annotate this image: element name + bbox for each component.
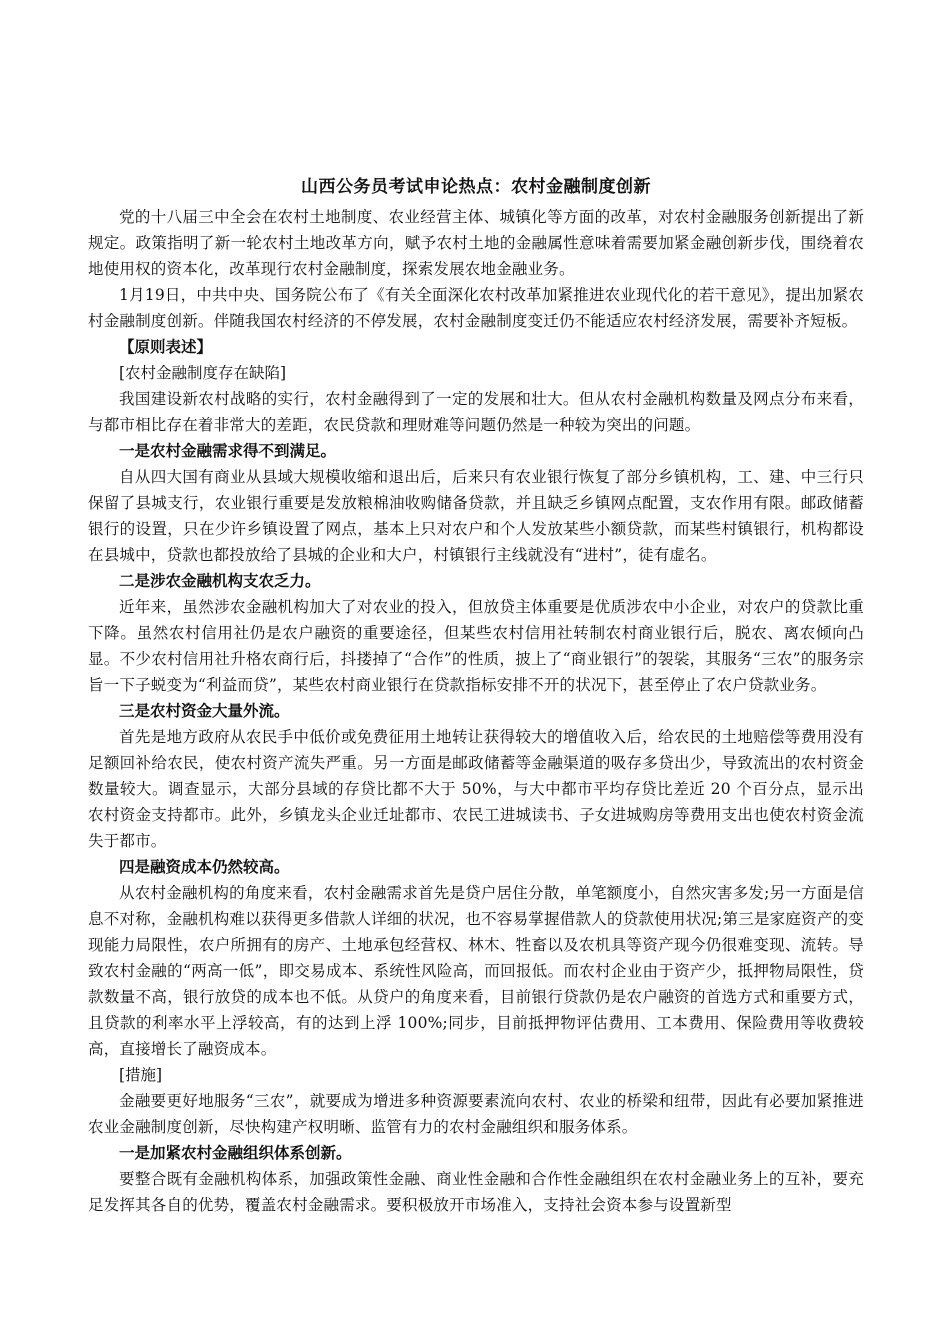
point-3-paragraph: 首先是地方政府从农民手中低价或免费征用土地转让获得较大的增值收入后，给农民的土地赔偿等费用没有足额回补给农民，使农村资产流失严重。另一方面是邮政储蓄等金融渠道的吸存多贷出少，导致流出的农村资金数量较大。调查显示，大部分县域的存贷比都不大于 50%，与大中都市平均存贷比差近 20 个百分点，显示出农村资金支持都市。此外，乡镇龙头企业迁址都市、农民工进城读书、子女进城购房等费用支出也使农村资金流失于都市。 <box>88 728 864 850</box>
intro-paragraph-1: 党的十八届三中全会在农村土地制度、农业经营主体、城镇化等方面的改革，对农村金融服务创新提出了新规定。政策指明了新一轮农村土地改革方向，赋予农村土地的金融属性意味着需要加紧金融创新步伐，围绕着农地使用权的资本化，改革现行农村金融制度，探索发展农地金融业务。 <box>88 208 864 278</box>
point-4-heading: 四是融资成本仍然较高。 <box>119 857 290 876</box>
point-2-paragraph: 近年来，虽然涉农金融机构加大了对农业的投入，但放贷主体重要是优质涉农中小企业，对农户的贷款比重下降。虽然农村信用社仍是农户融资的重要途径，但某些农村信用社转制农村商业银行后，脱农、离农倾向凸显。不少农村信用社升格农商行后，抖搂掉了“合作”的性质，披上了“商业银行”的袈裟，其服务“三农”的服务宗旨一下子蜕变为“利益而贷”，某些农村商业银行在贷款指标安排不开的状况下，甚至停止了农户贷款业务。 <box>88 598 864 694</box>
point-3-heading: 三是农村资金大量外流。 <box>119 701 290 720</box>
intro-paragraph-2: 1月19日，中共中央、国务院公布了《有关全面深化农村改革加紧推进农业现代化的若干意见》，提出加紧农村金融制度创新。伴随我国农村经济的不停发展，农村金融制度变迁仍不能适应农村经济发展，需要补齐短板。 <box>88 286 864 330</box>
measure-1-paragraph: 要整合既有金融机构体系，加强政策性金融、商业性金融和合作性金融组织在农村金融业务上的互补，要充足发挥其各自的优势，覆盖农村金融需求。要积极放开市场准入，支持社会资本参与设置新型 <box>88 1170 864 1214</box>
point-4-paragraph: 从农村金融机构的角度来看，农村金融需求首先是贷户居住分散，单笔额度小，自然灾害多发;另一方面是信息不对称，金融机构难以获得更多借款人详细的状况，也不容易掌握借款人的贷款使用状况;第三是家庭资产的变现能力局限性，农户所拥有的房产、土地承包经营权、林木、牲畜以及农机具等资产现今仍很难变现、流转。导致农村金融的“两高一低”，即交易成本、系统性风险高，而回报低。而农村企业由于资产少，抵押物局限性，贷款数量不高，银行放贷的成本也不低。从贷户的角度来看，目前银行贷款仍是农户融资的首选方式和重要方式，且贷款的利率水平上浮较高，有的达到上浮 100%;同步，目前抵押物评估费用、工本费用、保险费用等收费较高，直接增长了融资成本。 <box>88 884 864 1058</box>
defects-intro-paragraph: 我国建设新农村战略的实行，农村金融得到了一定的发展和壮大。但从农村金融机构数量及网点分布来看，与都市相比存在着非常大的差距，农民贷款和理财难等问题仍然是一种较为突出的问题。 <box>88 390 864 434</box>
defects-heading: [农村金融制度存在缺陷] <box>119 364 287 382</box>
page-title: 山西公务员考试申论热点：农村金融制度创新 <box>301 177 651 197</box>
point-1-heading: 一是农村金融需求得不到满足。 <box>119 441 337 460</box>
principle-heading: 【原则表述】 <box>119 337 213 356</box>
measures-heading: [措施] <box>119 1066 163 1084</box>
measures-intro-paragraph: 金融要更好地服务“三农”，就要成为增进多种资源要素流向农村、农业的桥梁和纽带，因此有必要加紧推进农业金融制度创新，尽快构建产权明晰、监管有力的农村金融组织和服务体系。 <box>88 1092 864 1136</box>
point-2-heading: 二是涉农金融机构支农乏力。 <box>119 571 321 590</box>
measure-1-heading: 一是加紧农村金融组织体系创新。 <box>119 1143 352 1162</box>
point-1-paragraph: 自从四大国有商业从县域大规模收缩和退出后，后来只有农业银行恢复了部分乡镇机构，工、建、中三行只保留了县城支行，农业银行重要是发放粮棉油收购储备贷款，并且缺乏乡镇网点配置，支农作用有限。邮政储蓄银行的设置，只在少许乡镇设置了网点，基本上只对农户和个人发放某些小额贷款，而某些村镇银行，机构都设在县城中，贷款也都投放给了县城的企业和大户，村镇银行主线就没有“进村”，徒有虚名。 <box>88 468 864 564</box>
